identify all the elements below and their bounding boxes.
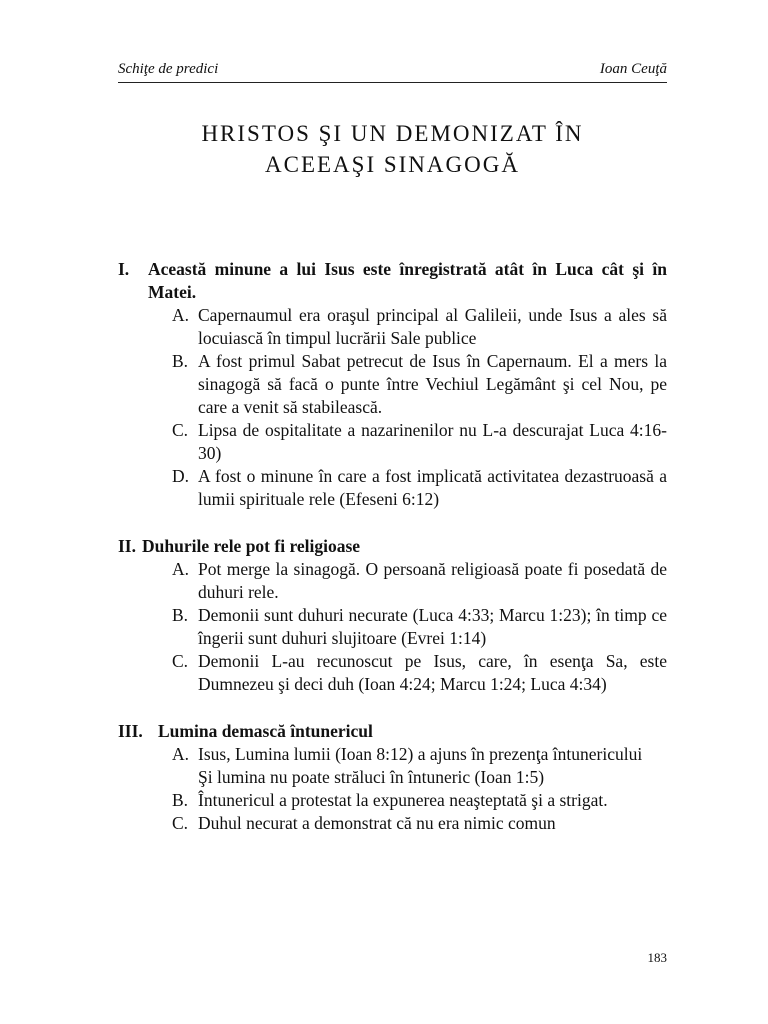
header-author: Ioan Ceuţă xyxy=(599,61,667,77)
item-text: Demonii L-au recunoscut pe Isus, care, în esenţa Sa, este Dumnezeu şi deci duh (Ioan 4:24; Marcu 1:24; Luca 4:34) xyxy=(198,651,667,694)
item-label: A. xyxy=(172,744,190,764)
section-2-heading-text: Duhurile rele pot fi religioase xyxy=(142,536,361,556)
section-3-item-b xyxy=(118,789,667,812)
running-header xyxy=(118,60,667,83)
section-1-item-d xyxy=(118,465,667,511)
section-3 xyxy=(118,720,667,835)
item-text: Întunericul a protestat la expunerea neaşteptată şi a strigat. xyxy=(198,790,608,810)
page-number: 183 xyxy=(647,950,667,965)
section-2 xyxy=(118,535,667,696)
section-2-heading xyxy=(118,535,667,558)
item-label: C. xyxy=(172,813,189,833)
section-3-item-a xyxy=(118,743,667,766)
section-3-number: III. xyxy=(118,721,143,741)
item-text: Demonii sunt duhuri necurate (Luca 4:33; Marcu 1:23); în timp ce îngerii sunt duhuri slujitoare (Evrei 1:14) xyxy=(198,605,667,648)
item-label: B. xyxy=(172,605,189,625)
sermon-outline xyxy=(118,258,667,859)
section-3-item-c xyxy=(118,812,667,835)
section-3-item-a-continuation: Şi lumina nu poate străluci în întuneric (Ioan 1:5) xyxy=(198,767,545,787)
item-text: Capernaumul era oraşul principal al Galileii, unde Isus a ales să locuiască în timpul lucrării Sale publice xyxy=(198,305,667,348)
chapter-title xyxy=(118,118,667,180)
item-label: A. xyxy=(172,559,190,579)
section-1-number: I. xyxy=(118,259,130,279)
section-2-item-c xyxy=(118,650,667,696)
section-1-item-b xyxy=(118,350,667,419)
item-text: Duhul necurat a demonstrat că nu era nimic comun xyxy=(198,813,556,833)
chapter-title-line-1: HRISTOS ŞI UN DEMONIZAT ÎN xyxy=(201,121,584,146)
section-1-item-a xyxy=(118,304,667,350)
section-1-heading-text: Această minune a lui Isus este înregistrată atât în Luca cât şi în Matei. xyxy=(148,259,667,302)
section-1 xyxy=(118,258,667,511)
item-label: A. xyxy=(172,305,190,325)
section-1-heading xyxy=(118,258,667,304)
section-2-item-a xyxy=(118,558,667,604)
section-2-item-b xyxy=(118,604,667,650)
section-2-number: II. xyxy=(118,536,136,556)
section-3-heading-text: Lumina demască întunericul xyxy=(158,721,373,741)
item-label: C. xyxy=(172,420,189,440)
item-label: B. xyxy=(172,790,189,810)
item-text: Isus, Lumina lumii (Ioan 8:12) a ajuns în prezenţa întunericului xyxy=(198,744,643,764)
chapter-title-line-2: ACEEAŞI SINAGOGĂ xyxy=(265,152,520,177)
item-text: Pot merge la sinagogă. O persoană religioasă poate fi posedată de duhuri rele. xyxy=(198,559,667,602)
section-3-heading xyxy=(118,720,667,743)
item-label: B. xyxy=(172,351,189,371)
section-1-item-c xyxy=(118,419,667,465)
header-book-title: Schiţe de predici xyxy=(118,61,219,77)
item-text: Lipsa de ospitalitate a nazarinenilor nu L-a descurajat Luca 4:16-30) xyxy=(198,420,667,463)
item-label: D. xyxy=(172,466,190,486)
item-text: A fost primul Sabat petrecut de Isus în Capernaum. El a mers la sinagogă să facă o punte între Vechiul Legământ şi cel Nou, pe care a venit să stabilească. xyxy=(198,351,667,417)
item-text: A fost o minune în care a fost implicată activitatea dezastruoasă a lumii spirituale rele (Efeseni 6:12) xyxy=(198,466,667,509)
item-label: C. xyxy=(172,651,189,671)
